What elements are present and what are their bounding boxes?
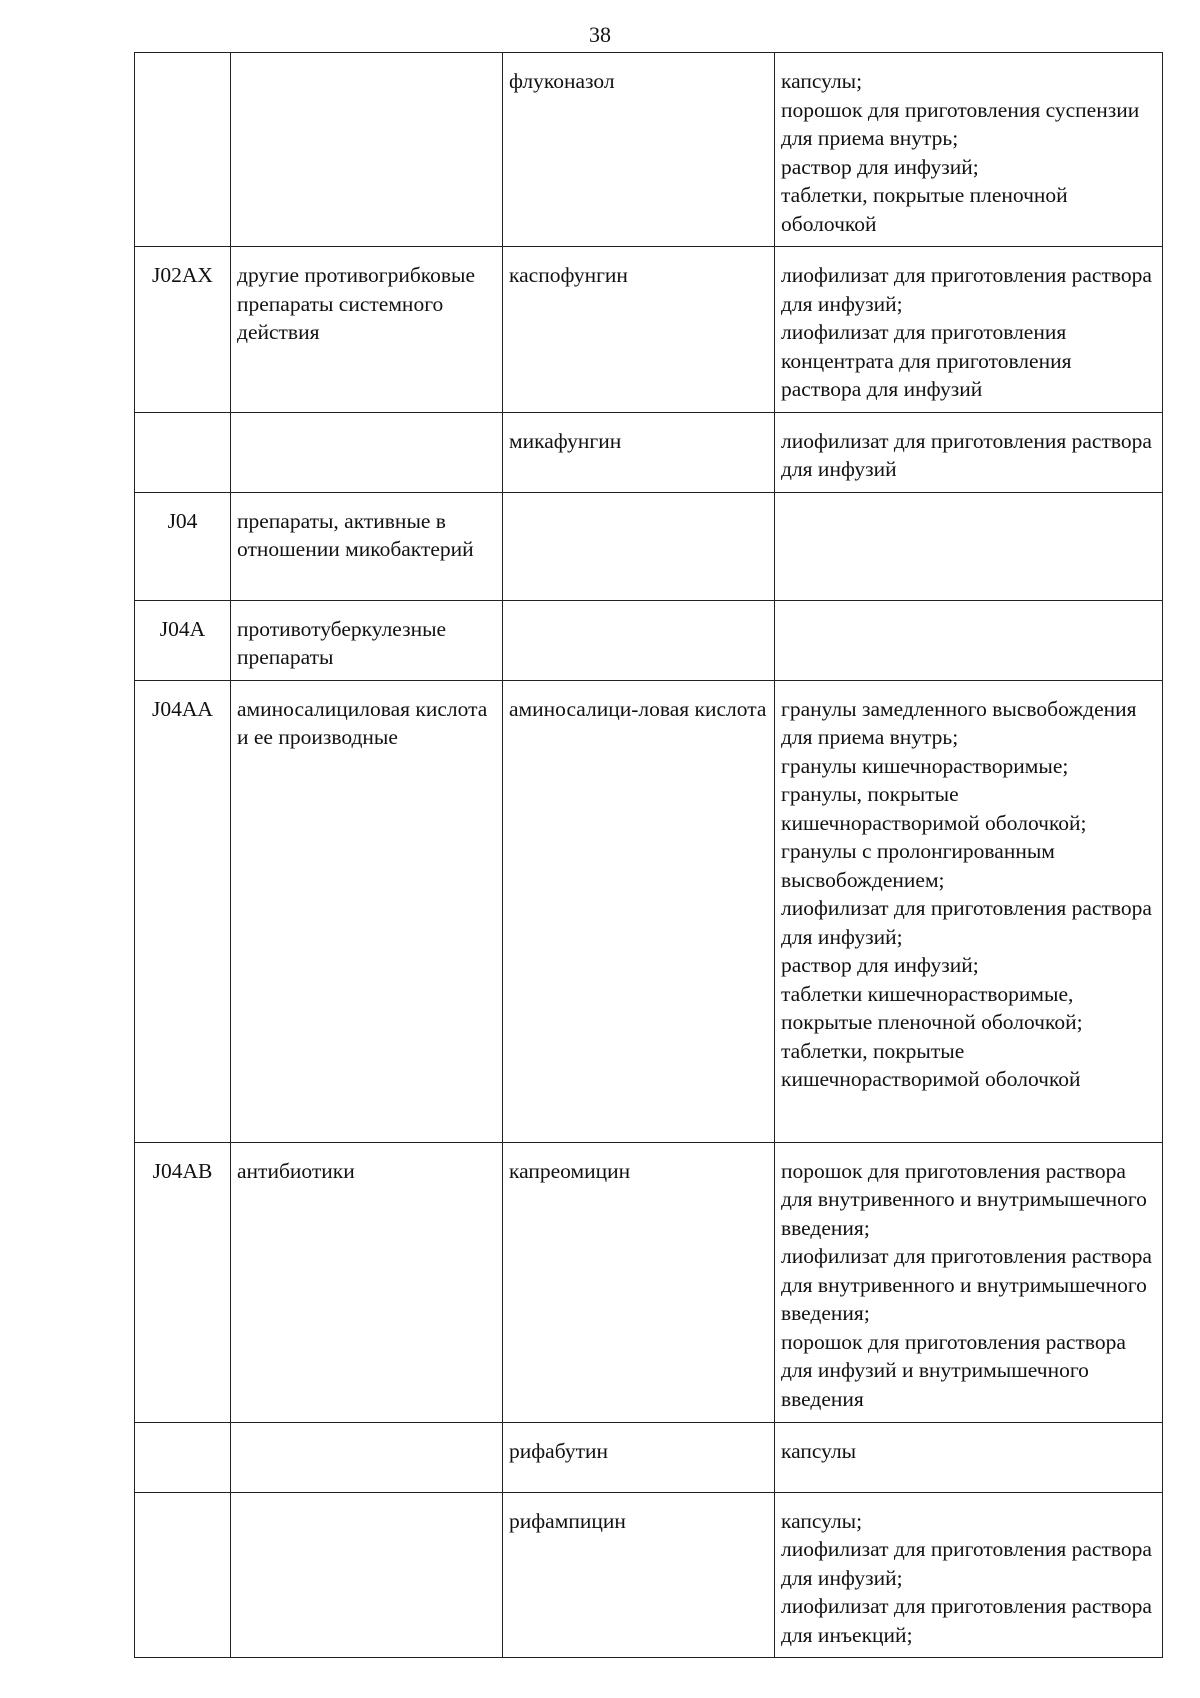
atc-code-cell: [135, 412, 231, 492]
table-row: [135, 680, 1163, 1142]
table-row: [135, 1422, 1163, 1492]
drug-name-cell: аминосалици-ловая кислота: [503, 680, 775, 1142]
group-name-cell: другие противогрибковые препараты системного действия: [231, 247, 503, 413]
table-row: [135, 53, 1163, 247]
dosage-form-cell: [775, 600, 1163, 680]
group-name-cell: антибиотики: [231, 1142, 503, 1422]
drug-name-cell: каспофунгин: [503, 247, 775, 413]
table-row: [135, 600, 1163, 680]
dosage-form-cell: порошок для приготовления раствора для внутривенного и внутримышечного введения; лиофилизат для приготовления раствора для внутривенного и внутримышечного введения; порошок для приготовления раствора для инфузий и внутримышечного введения: [775, 1142, 1163, 1422]
atc-code-cell: J04AA: [135, 680, 231, 1142]
page-number-container: [0, 22, 1200, 48]
atc-code-cell: J04: [135, 492, 231, 600]
dosage-form-cell: лиофилизат для приготовления раствора для инфузий; лиофилизат для приготовления концентрата для приготовления раствора для инфузий: [775, 247, 1163, 413]
dosage-form-cell: капсулы; лиофилизат для приготовления раствора для инфузий; лиофилизат для приготовления раствора для инъекций;: [775, 1492, 1163, 1658]
drug-name-cell: [503, 600, 775, 680]
drug-name-cell: рифампицин: [503, 1492, 775, 1658]
group-name-cell: аминосалициловая кислота и ее производные: [231, 680, 503, 1142]
drug-name-cell: [503, 492, 775, 600]
dosage-form-cell: капсулы: [775, 1422, 1163, 1492]
drug-name-cell: микафунгин: [503, 412, 775, 492]
dosage-form-cell: лиофилизат для приготовления раствора для инфузий: [775, 412, 1163, 492]
atc-code-cell: J02AX: [135, 247, 231, 413]
drug-name-cell: флуконазол: [503, 53, 775, 247]
atc-code-cell: [135, 53, 231, 247]
table-row: [135, 412, 1163, 492]
table-row: [135, 1142, 1163, 1422]
group-name-cell: [231, 53, 503, 247]
drug-name-cell: рифабутин: [503, 1422, 775, 1492]
drug-table: [134, 52, 1163, 1658]
group-name-cell: препараты, активные в отношении микобактерий: [231, 492, 503, 600]
atc-code-cell: J04AB: [135, 1142, 231, 1422]
table-row: [135, 492, 1163, 600]
table-row: [135, 1492, 1163, 1658]
dosage-form-cell: гранулы замедленного высвобождения для приема внутрь; гранулы кишечнорастворимые; гранулы, покрытые кишечнорастворимой оболочкой; гранулы с пролонгированным высвобождением; лиофилизат для приготовления раствора для инфузий; раствор для инфузий; таблетки кишечнорастворимые, покрытые пленочной оболочкой; таблетки, покрытые кишечнорастворимой оболочкой: [775, 680, 1163, 1142]
group-name-cell: противотуберкулезные препараты: [231, 600, 503, 680]
group-name-cell: [231, 1422, 503, 1492]
dosage-form-cell: [775, 492, 1163, 600]
page-number: 38: [589, 22, 611, 47]
drug-name-cell: капреомицин: [503, 1142, 775, 1422]
atc-code-cell: J04A: [135, 600, 231, 680]
group-name-cell: [231, 412, 503, 492]
atc-code-cell: [135, 1492, 231, 1658]
atc-code-cell: [135, 1422, 231, 1492]
dosage-form-cell: капсулы; порошок для приготовления суспензии для приема внутрь; раствор для инфузий; таблетки, покрытые пленочной оболочкой: [775, 53, 1163, 247]
group-name-cell: [231, 1492, 503, 1658]
table-row: [135, 247, 1163, 413]
